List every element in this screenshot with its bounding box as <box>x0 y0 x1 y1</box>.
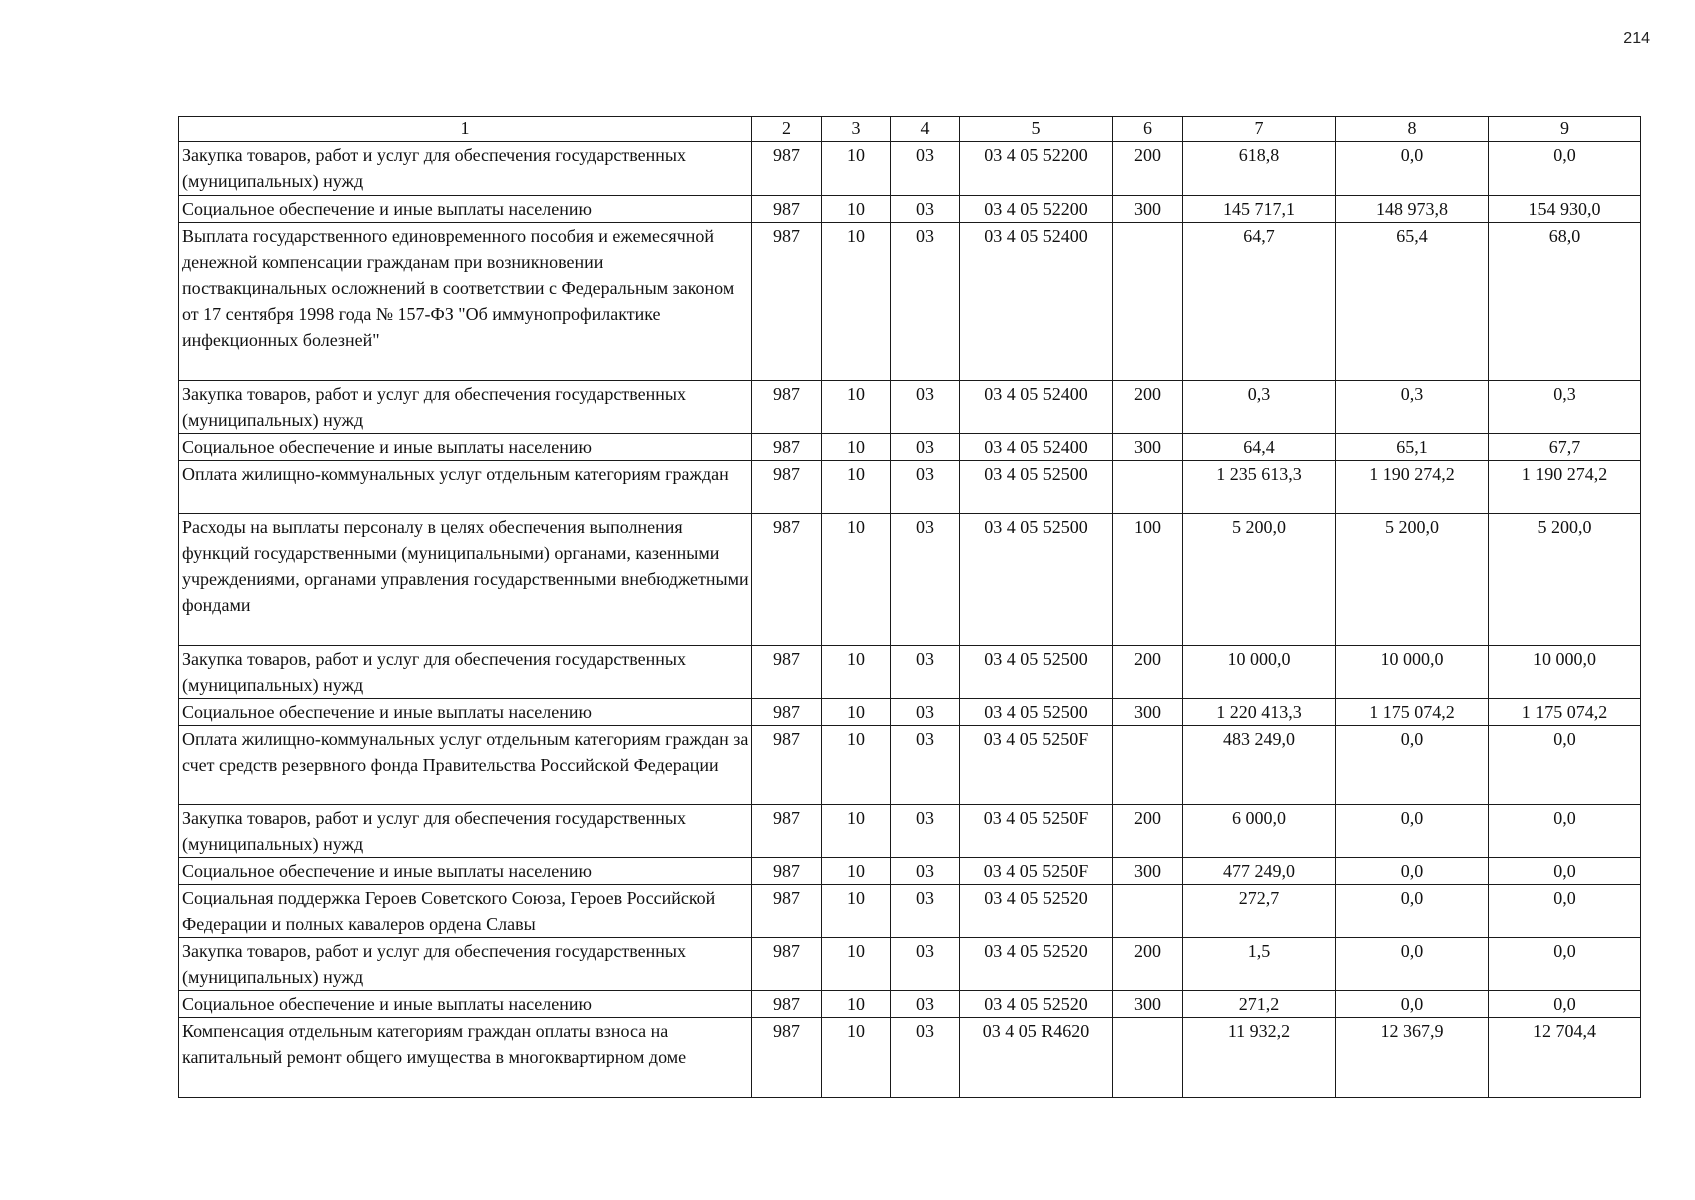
column-header: 2 <box>752 117 822 142</box>
ministry-code: 987 <box>752 434 822 461</box>
ministry-code: 987 <box>752 1018 822 1098</box>
table-row <box>179 142 1641 196</box>
table-row <box>179 805 1641 858</box>
subsection-code: 03 <box>891 461 960 514</box>
expense-description: Выплата государственного единовременного пособия и ежемесячной денежной компенсации гражданам при возникновении поствакцинальных осложнений в соответствии с Федеральным законом от 17 сентября 1998 года № 157-ФЗ "Об иммунопрофилактике инфекционных болезней" <box>179 223 752 381</box>
amount-col-8: 0,3 <box>1336 381 1489 434</box>
section-code: 10 <box>822 699 891 726</box>
amount-col-8: 0,0 <box>1336 142 1489 196</box>
amount-col-9: 0,0 <box>1489 938 1641 991</box>
target-article-code: 03 4 05 5250F <box>960 858 1113 885</box>
amount-col-7: 64,7 <box>1183 223 1336 381</box>
expense-type-code <box>1113 461 1183 514</box>
expense-type-code <box>1113 1018 1183 1098</box>
section-code: 10 <box>822 991 891 1018</box>
table-row <box>179 514 1641 646</box>
table-row <box>179 646 1641 699</box>
target-article-code: 03 4 05 5250F <box>960 726 1113 805</box>
subsection-code: 03 <box>891 381 960 434</box>
amount-col-7: 10 000,0 <box>1183 646 1336 699</box>
expense-description: Закупка товаров, работ и услуг для обеспечения государственных (муниципальных) нужд <box>179 142 752 196</box>
column-header: 9 <box>1489 117 1641 142</box>
expense-type-code <box>1113 885 1183 938</box>
column-header: 7 <box>1183 117 1336 142</box>
amount-col-7: 618,8 <box>1183 142 1336 196</box>
expense-type-code: 300 <box>1113 434 1183 461</box>
table-row <box>179 223 1641 381</box>
target-article-code: 03 4 05 52200 <box>960 196 1113 223</box>
amount-col-8: 0,0 <box>1336 726 1489 805</box>
ministry-code: 987 <box>752 805 822 858</box>
subsection-code: 03 <box>891 991 960 1018</box>
table-row <box>179 434 1641 461</box>
amount-col-7: 145 717,1 <box>1183 196 1336 223</box>
amount-col-7: 483 249,0 <box>1183 726 1336 805</box>
expense-description: Закупка товаров, работ и услуг для обеспечения государственных (муниципальных) нужд <box>179 381 752 434</box>
section-code: 10 <box>822 223 891 381</box>
expense-type-code: 200 <box>1113 805 1183 858</box>
target-article-code: 03 4 05 52520 <box>960 938 1113 991</box>
column-header: 6 <box>1113 117 1183 142</box>
table-row <box>179 991 1641 1018</box>
section-code: 10 <box>822 938 891 991</box>
amount-col-8: 0,0 <box>1336 805 1489 858</box>
amount-col-8: 1 190 274,2 <box>1336 461 1489 514</box>
ministry-code: 987 <box>752 991 822 1018</box>
ministry-code: 987 <box>752 381 822 434</box>
amount-col-8: 65,1 <box>1336 434 1489 461</box>
expense-description: Расходы на выплаты персоналу в целях обеспечения выполнения функций государственными (муниципальными) органами, казенными учреждениями, органами управления государственными внебюджетными фондами <box>179 514 752 646</box>
expense-description: Оплата жилищно-коммунальных услуг отдельным категориям граждан за счет средств резервного фонда Правительства Российской Федерации <box>179 726 752 805</box>
amount-col-7: 11 932,2 <box>1183 1018 1336 1098</box>
amount-col-8: 1 175 074,2 <box>1336 699 1489 726</box>
amount-col-9: 1 190 274,2 <box>1489 461 1641 514</box>
section-code: 10 <box>822 461 891 514</box>
table-row <box>179 461 1641 514</box>
amount-col-8: 0,0 <box>1336 938 1489 991</box>
column-header: 3 <box>822 117 891 142</box>
subsection-code: 03 <box>891 805 960 858</box>
table-row <box>179 1018 1641 1098</box>
amount-col-9: 12 704,4 <box>1489 1018 1641 1098</box>
section-code: 10 <box>822 858 891 885</box>
amount-col-7: 1 235 613,3 <box>1183 461 1336 514</box>
column-number-row <box>179 117 1641 142</box>
expense-description: Социальное обеспечение и иные выплаты населению <box>179 196 752 223</box>
amount-col-7: 1 220 413,3 <box>1183 699 1336 726</box>
subsection-code: 03 <box>891 858 960 885</box>
table-row <box>179 858 1641 885</box>
expense-description: Закупка товаров, работ и услуг для обеспечения государственных (муниципальных) нужд <box>179 938 752 991</box>
subsection-code: 03 <box>891 196 960 223</box>
amount-col-8: 10 000,0 <box>1336 646 1489 699</box>
section-code: 10 <box>822 196 891 223</box>
expense-description: Социальная поддержка Героев Советского Союза, Героев Российской Федерации и полных кавалеров ордена Славы <box>179 885 752 938</box>
table-row <box>179 726 1641 805</box>
subsection-code: 03 <box>891 434 960 461</box>
ministry-code: 987 <box>752 699 822 726</box>
ministry-code: 987 <box>752 223 822 381</box>
amount-col-9: 0,3 <box>1489 381 1641 434</box>
column-header: 1 <box>179 117 752 142</box>
amount-col-9: 0,0 <box>1489 885 1641 938</box>
budget-table <box>178 116 1641 1098</box>
ministry-code: 987 <box>752 196 822 223</box>
column-header: 8 <box>1336 117 1489 142</box>
expense-type-code: 300 <box>1113 991 1183 1018</box>
target-article-code: 03 4 05 52520 <box>960 885 1113 938</box>
column-header: 5 <box>960 117 1113 142</box>
amount-col-8: 12 367,9 <box>1336 1018 1489 1098</box>
expense-type-code: 200 <box>1113 381 1183 434</box>
amount-col-9: 0,0 <box>1489 858 1641 885</box>
expense-description: Социальное обеспечение и иные выплаты населению <box>179 991 752 1018</box>
section-code: 10 <box>822 805 891 858</box>
ministry-code: 987 <box>752 726 822 805</box>
table-row <box>179 381 1641 434</box>
amount-col-9: 5 200,0 <box>1489 514 1641 646</box>
amount-col-8: 5 200,0 <box>1336 514 1489 646</box>
table-row <box>179 196 1641 223</box>
subsection-code: 03 <box>891 938 960 991</box>
subsection-code: 03 <box>891 1018 960 1098</box>
amount-col-9: 68,0 <box>1489 223 1641 381</box>
table-row <box>179 938 1641 991</box>
expense-description: Социальное обеспечение и иные выплаты населению <box>179 858 752 885</box>
section-code: 10 <box>822 514 891 646</box>
amount-col-9: 0,0 <box>1489 142 1641 196</box>
subsection-code: 03 <box>891 142 960 196</box>
expense-type-code <box>1113 726 1183 805</box>
ministry-code: 987 <box>752 142 822 196</box>
amount-col-8: 0,0 <box>1336 991 1489 1018</box>
target-article-code: 03 4 05 52500 <box>960 514 1113 646</box>
amount-col-7: 477 249,0 <box>1183 858 1336 885</box>
amount-col-9: 154 930,0 <box>1489 196 1641 223</box>
ministry-code: 987 <box>752 646 822 699</box>
subsection-code: 03 <box>891 646 960 699</box>
section-code: 10 <box>822 381 891 434</box>
amount-col-8: 0,0 <box>1336 858 1489 885</box>
target-article-code: 03 4 05 52500 <box>960 699 1113 726</box>
expense-description: Компенсация отдельным категориям граждан оплаты взноса на капитальный ремонт общего имущества в многоквартирном доме <box>179 1018 752 1098</box>
amount-col-7: 271,2 <box>1183 991 1336 1018</box>
expense-type-code: 200 <box>1113 646 1183 699</box>
amount-col-9: 10 000,0 <box>1489 646 1641 699</box>
expense-description: Закупка товаров, работ и услуг для обеспечения государственных (муниципальных) нужд <box>179 805 752 858</box>
table-row <box>179 885 1641 938</box>
section-code: 10 <box>822 142 891 196</box>
expense-type-code: 100 <box>1113 514 1183 646</box>
subsection-code: 03 <box>891 699 960 726</box>
target-article-code: 03 4 05 52400 <box>960 223 1113 381</box>
expense-description: Социальное обеспечение и иные выплаты населению <box>179 434 752 461</box>
amount-col-7: 64,4 <box>1183 434 1336 461</box>
target-article-code: 03 4 05 52400 <box>960 381 1113 434</box>
section-code: 10 <box>822 646 891 699</box>
ministry-code: 987 <box>752 461 822 514</box>
target-article-code: 03 4 05 52500 <box>960 461 1113 514</box>
target-article-code: 03 4 05 5250F <box>960 805 1113 858</box>
expense-type-code: 200 <box>1113 938 1183 991</box>
section-code: 10 <box>822 885 891 938</box>
expense-description: Социальное обеспечение и иные выплаты населению <box>179 699 752 726</box>
amount-col-8: 148 973,8 <box>1336 196 1489 223</box>
target-article-code: 03 4 05 52200 <box>960 142 1113 196</box>
expense-type-code: 300 <box>1113 858 1183 885</box>
expense-type-code: 300 <box>1113 196 1183 223</box>
subsection-code: 03 <box>891 223 960 381</box>
expense-description: Закупка товаров, работ и услуг для обеспечения государственных (муниципальных) нужд <box>179 646 752 699</box>
amount-col-8: 65,4 <box>1336 223 1489 381</box>
amount-col-7: 1,5 <box>1183 938 1336 991</box>
expense-type-code <box>1113 223 1183 381</box>
target-article-code: 03 4 05 52500 <box>960 646 1113 699</box>
subsection-code: 03 <box>891 514 960 646</box>
expense-type-code: 300 <box>1113 699 1183 726</box>
table-row <box>179 699 1641 726</box>
page-number: 214 <box>1623 30 1650 47</box>
column-header: 4 <box>891 117 960 142</box>
ministry-code: 987 <box>752 938 822 991</box>
section-code: 10 <box>822 1018 891 1098</box>
expense-description: Оплата жилищно-коммунальных услуг отдельным категориям граждан <box>179 461 752 514</box>
amount-col-7: 5 200,0 <box>1183 514 1336 646</box>
amount-col-9: 67,7 <box>1489 434 1641 461</box>
amount-col-8: 0,0 <box>1336 885 1489 938</box>
ministry-code: 987 <box>752 514 822 646</box>
section-code: 10 <box>822 434 891 461</box>
amount-col-7: 0,3 <box>1183 381 1336 434</box>
section-code: 10 <box>822 726 891 805</box>
subsection-code: 03 <box>891 885 960 938</box>
target-article-code: 03 4 05 52520 <box>960 991 1113 1018</box>
amount-col-9: 0,0 <box>1489 991 1641 1018</box>
target-article-code: 03 4 05 R4620 <box>960 1018 1113 1098</box>
expense-type-code: 200 <box>1113 142 1183 196</box>
amount-col-9: 1 175 074,2 <box>1489 699 1641 726</box>
ministry-code: 987 <box>752 885 822 938</box>
target-article-code: 03 4 05 52400 <box>960 434 1113 461</box>
amount-col-9: 0,0 <box>1489 726 1641 805</box>
subsection-code: 03 <box>891 726 960 805</box>
amount-col-7: 272,7 <box>1183 885 1336 938</box>
amount-col-7: 6 000,0 <box>1183 805 1336 858</box>
ministry-code: 987 <box>752 858 822 885</box>
amount-col-9: 0,0 <box>1489 805 1641 858</box>
